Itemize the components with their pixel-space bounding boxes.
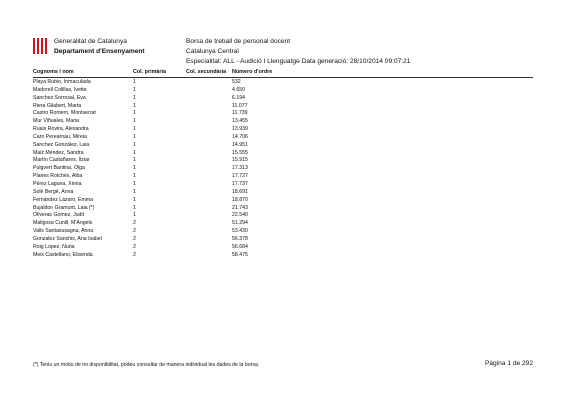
table-row [0,228,566,236]
header-divider [33,77,533,78]
table-row [0,87,566,95]
row-primary: 1 [133,188,136,195]
row-primary: 1 [133,165,136,172]
table-row [0,142,566,150]
footer-note: (*) Teniu un motiu de no disponibilitat, podeu consultar de manera individual les dades de la borsa. [33,362,260,368]
row-primary: 2 [133,228,136,235]
table-row [0,150,566,158]
table-row [0,197,566,205]
row-primary: 1 [133,133,136,140]
table-row [0,205,566,213]
table-row [0,126,566,134]
row-name: Bujaldon Gramunt, Laia (*) [33,204,95,211]
row-name: Playa Rubio, Inmaculada [33,79,91,85]
row-order: 21.743 [232,204,248,211]
row-order: 56.378 [232,235,248,242]
row-name: Roig Lopez, Nuria [33,243,75,250]
table-row [0,118,566,126]
candidate-table [0,79,566,259]
table-row [0,103,566,111]
row-order: 15.555 [232,149,248,156]
row-order: 17.737 [232,180,248,187]
row-name: Maiż Méndez, Sandra [33,149,84,156]
row-name: Valls Santasusagna, Anna [33,228,94,235]
row-name: Caro Perearnau, Mireia [33,133,87,140]
row-order: 22.540 [232,212,248,219]
table-row [0,220,566,228]
table-row [0,134,566,142]
row-name: Solé Bergé, Anna [33,188,74,195]
row-primary: 1 [133,126,136,133]
row-order: 58.475 [232,251,248,258]
row-order: 56.684 [232,243,248,250]
table-row [0,165,566,173]
table-row [0,244,566,252]
table-row [0,181,566,189]
row-order: 18.691 [232,188,248,195]
department-name: Departament d'Ensenyament [54,48,145,55]
row-order: 15.915 [232,157,248,164]
organization-block [54,37,145,57]
row-primary: 1 [133,86,136,93]
row-order: 17.727 [232,173,248,180]
document-header [186,37,410,67]
row-primary: 1 [133,141,136,148]
row-name: Pérez Laguna, Xènia [33,180,82,187]
row-name: Sanchez González, Laia [33,141,90,148]
table-row [0,110,566,118]
row-primary: 1 [133,102,136,109]
row-name: Riera Gilabert, Marta [33,102,82,109]
page-number: Pàgina 1 de 292 [484,360,533,367]
row-name: Planes Rotchés, Alba [33,173,83,180]
row-name: Oliveras Gomez, Judit [33,212,85,219]
row-order: 53.430 [232,228,248,235]
row-primary: 2 [133,235,136,242]
column-header-name: Cognoms i nom [33,69,74,75]
table-row [0,173,566,181]
column-header-primary: Col. primària [133,69,166,75]
row-name: Gonzalez Sanchis, Ana Isabel [33,235,102,242]
row-order: 11.739 [232,110,248,117]
row-name: Fernández Lázaro, Emma [33,196,93,203]
row-name: Meix Castellano, Elisenda [33,251,93,258]
row-name: Martín Castañares, Itziar [33,157,90,164]
row-order: 13.455 [232,118,248,125]
specialty-line: Especialitat: ALL - Audició I Llenguatge Data generació: 28/10/2014 09:07:21 [186,58,411,65]
row-name: Madorell Colillas, Ivette [33,86,87,93]
row-name: Ruaix Rovira, Alexandra [33,126,89,133]
row-order: 4.650 [232,86,245,93]
row-order: 532 [232,79,241,85]
table-row [0,212,566,220]
row-primary: 1 [133,149,136,156]
document-title: Borsa de treball de personal docent [186,38,291,45]
generalitat-logo-icon [33,38,49,54]
row-primary: 1 [133,204,136,211]
row-primary: 1 [133,173,136,180]
table-row [0,236,566,244]
table-row [0,95,566,103]
row-primary: 1 [133,79,136,85]
org-name: Generalitat de Catalunya [54,38,127,45]
row-order: 14.706 [232,133,248,140]
row-order: 18.870 [232,196,248,203]
row-name: Sanchez Sorrosal, Eva [33,94,86,101]
column-header-secondary: Col. secundària [186,69,227,75]
row-name: Puigvert Bantina, Olga [33,165,85,172]
row-order: 14.951 [232,141,248,148]
table-row [0,252,566,260]
row-primary: 1 [133,94,136,101]
row-primary: 2 [133,251,136,258]
row-order: 6.194 [232,94,245,101]
row-name: Maligosa Cunill, M'Àngels [33,220,93,227]
row-primary: 1 [133,157,136,164]
column-header-order: Número d'ordre [232,69,273,75]
row-order: 11.077 [232,102,248,109]
row-order: 17.313 [232,165,248,172]
row-order: 51.294 [232,220,248,227]
row-primary: 2 [133,243,136,250]
row-name: Castro Romero, Montserrat [33,110,96,117]
row-name: Mur Viñuales, Maria [33,118,80,125]
row-primary: 1 [133,180,136,187]
row-primary: 1 [133,118,136,125]
table-row [0,157,566,165]
table-row [0,189,566,197]
row-primary: 1 [133,196,136,203]
row-primary: 2 [133,220,136,227]
row-primary: 1 [133,110,136,117]
table-row [0,79,566,87]
row-primary: 1 [133,212,136,219]
region-name: Catalunya Central [186,48,239,55]
row-order: 13.939 [232,126,248,133]
